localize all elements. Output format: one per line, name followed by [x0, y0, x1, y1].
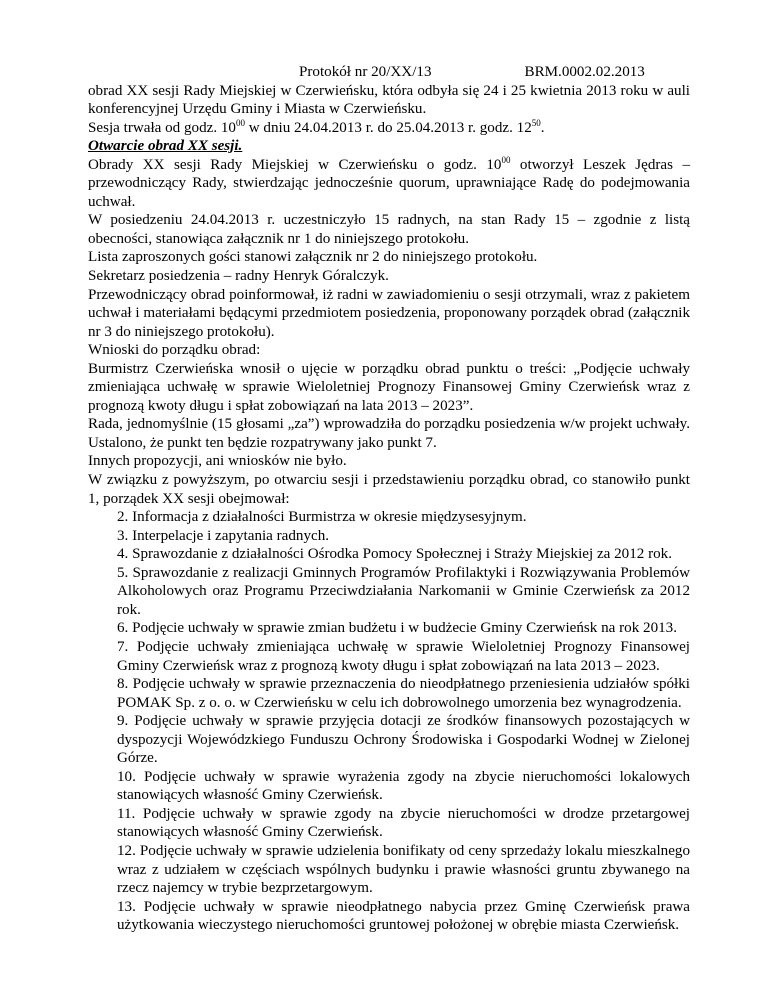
intro-paragraph: obrad XX sesji Rady Miejskiej w Czerwieńsku, która odbyła się 24 i 25 kwietnia 2013 roku w auli konferencyjnej Urzędu Gminy i Miasta w Czerwieńsku. — [88, 82, 690, 118]
document-title-line — [88, 63, 690, 82]
agenda-item: 6. Podjęcie uchwały w sprawie zmian budżetu i w budżecie Gminy Czerwieńsk na rok 2013. — [117, 620, 677, 637]
agenda-item: 4. Sprawozdanie z działalności Ośrodka Pomocy Społecznej i Straży Miejskiej za 2012 rok. — [117, 546, 672, 563]
body-paragraph: Burmistrz Czerwieńska wnosił o ujęcie w porządku obrad punktu o treści: „Podjęcie uchwały zmieniająca uchwałę w sprawie Wieloletniej Prognozy Finansowej Gminy Czerwieńsk wraz z prognozą kwoty długu i spłat zobowiązań na lata 2013 – 2023”. — [88, 360, 690, 414]
agenda-list — [88, 508, 690, 935]
section-heading: Otwarcie obrad XX sesji. — [88, 138, 243, 155]
agenda-item: 8. Podjęcie uchwały w sprawie przeznaczenia do nieodpłatnego przeniesienia udziałów spółki POMAK Sp. z o. o. w Czerwieńsku w celu ich dobrowolnego umorzenia bez wynagrodzenia. — [117, 676, 690, 711]
agenda-item: 2. Informacja z działalności Burmistrza w okresie międzysesyjnym. — [117, 509, 527, 526]
body-paragraph: Wnioski do porządku obrad: — [88, 342, 261, 359]
body-paragraph: Rada, jednomyślnie (15 głosami „za”) wprowadziła do porządku posiedzenia w/w projekt uchwały. Ustalono, że punkt ten będzie rozpatrywany jako punkt 7. — [88, 416, 690, 451]
agenda-item: 3. Interpelacje i zapytania radnych. — [117, 527, 330, 544]
agenda-item: 7. Podjęcie uchwały zmieniająca uchwałę w sprawie Wieloletniej Prognozy Finansowej Gminy Czerwieńsk wraz z prognozą kwoty długu i spłat zobowiązań na lata 2013 – 2023. — [117, 638, 690, 674]
body-paragraph: W związku z powyższym, po otwarciu sesji i przedstawieniu porządku obrad, co stanowiło punkt 1, porządek XX sesji obejmował: — [88, 472, 690, 507]
agenda-item: 5. Sprawozdanie z realizacji Gminnych Programów Profilaktyki i Rozwiązywania Problemów Alkoholowych oraz Programu Przeciwdziałania Narkomanii w Gminie Czerwieńsk za 2012 rok. — [117, 564, 690, 618]
session-duration: Sesja trwała od godz. $10^{00}$ w dniu 24.04.2013 r. do 25.04.2013 r. godz. $12^{50}$. — [88, 117, 545, 136]
body-paragraph: Lista zaproszonych gości stanowi załącznik nr 2 do niniejszego protokołu. — [88, 249, 538, 266]
body-paragraph: Sekretarz posiedzenia – radny Henryk Góralczyk. — [88, 268, 389, 285]
protocol-title: Protokół nr 20/XX/13 — [299, 64, 432, 80]
opening-paragraph: Obrady XX sesji Rady Miejskiej w Czerwieńsku o godz. $10^{00}$ otworzył Leszek Jędras – przewodniczący Rady, stwierdzając jednocześnie quorum, uprawniające Radę do podejmowania uchwał. — [88, 154, 690, 210]
body-paragraph: Innych propozycji, ani wniosków nie było. — [88, 453, 347, 470]
body-paragraph: Przewodniczący obrad poinformował, iż radni w zawiadomieniu o sesji otrzymali, wraz z pakietem uchwał i materiałami będącymi przedmiotem posiedzenia, proponowany porządek obrad (załącznik nr 3 do niniejszego protokołu). — [88, 286, 690, 340]
agenda-item: 10. Podjęcie uchwały w sprawie wyrażenia zgody na zbycie nieruchomości lokalowych stanowiących własność Gminy Czerwieńsk. — [117, 768, 690, 804]
agenda-item: 9. Podjęcie uchwały w sprawie przyjęcia dotacji ze środków finansowych pozostających w dyspozycji Wojewódzkiego Funduszu Ochrony Środowiska i Gospodarki Wodnej w Zielonej Górze. — [117, 713, 690, 767]
agenda-item: 13. Podjęcie uchwały w sprawie nieodpłatnego nabycia przez Gminę Czerwieńsk prawa użytkowania wieczystego nieruchomości gruntowej położonej w obrębie miasta Czerwieńsk. — [117, 898, 690, 934]
agenda-item: 11. Podjęcie uchwały w sprawie zgody na zbycie nieruchomości w drodze przetargowej stanowiących własność Gminy Czerwieńsk. — [117, 805, 690, 841]
agenda-item: 12. Podjęcie uchwały w sprawie udzielenia bonifikaty od ceny sprzedaży lokalu mieszkalnego wraz z udziałem w częściach wspólnych budynku i prawie własności gruntu zbywanego na rzecz najemcy w trybie bezprzetargowym. — [117, 842, 690, 897]
reference-number: BRM.0002.02.2013 — [524, 64, 645, 80]
body-paragraph: W posiedzeniu 24.04.2013 r. uczestniczyło 15 radnych, na stan Rady 15 – zgodnie z listą obecności, stanowiąca załącznik nr 1 do niniejszego protokołu. — [88, 212, 690, 247]
